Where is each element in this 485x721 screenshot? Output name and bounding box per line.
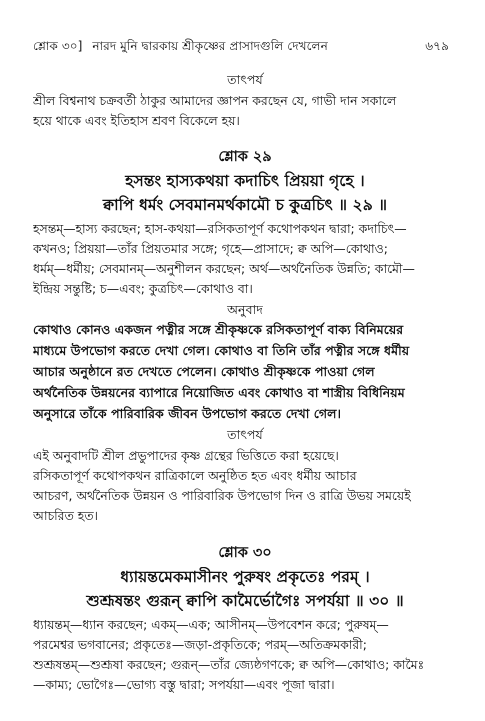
purport-line: এই অনুবাদটি শ্রীল প্রভুপাদের কৃষ্ণ গ্রন্থের ভিত্তিতে করা হয়েছে।: [33, 448, 339, 463]
synonym-line: পরমেশ্বর ভগবানের; প্রকৃতেঃ—জড়া-প্রকৃতিকে; পরম্—অতিক্রমকারী;: [33, 637, 367, 652]
purport-line: হয়ে থাকে এবং ইতিহাস শ্রবণ বিকেলে হয়।: [33, 113, 240, 128]
purport-line: শ্রীল বিশ্বনাথ চক্রবর্তী ঠাকুর আমাদের জ্ঞাপন করছেন যে, গাভী দান সকালে: [33, 93, 397, 108]
synonym-line: শুশ্রূষন্তম্—শুশ্রূষা করছেন; গুরূন্—তাঁর জ্যেষ্ঠগণকে; ক্ব অপি—কোথাও; কামৈঃ: [33, 657, 425, 672]
translation-line: অর্থনৈতিক উন্নয়নের ব্যাপারে নিয়োজিত এবং কোথাও বা শাস্ত্রীয় বিধিনিয়ম: [33, 385, 405, 400]
verse-line: শুশ্রূষন্তং গুরূন্ ক্বাপি কামৈর্ভোগৈঃ সপর্যয়া ॥ ৩০ ॥: [86, 592, 404, 610]
synonym-line: কখনও; প্রিয়য়া—তাঁর প্রিয়তমার সঙ্গে; গৃহে—প্রাসাদে; ক্ব অপি—কোথাও;: [33, 241, 388, 256]
page-header: [33, 38, 457, 54]
verse-heading: শ্লোক ৩০: [218, 545, 272, 561]
purport-line: রসিকতাপূর্ণ কথোপকথন রাত্রিকালে অনুষ্ঠিত হত এবং ধর্মীয় আচার: [33, 468, 357, 483]
synonym-line: ইন্দ্রিয় সন্তুষ্টি; চ—এবং; কুত্রচিৎ—কোথাও বা।: [33, 281, 253, 296]
synonym-line: ধ্যায়ন্তম্—ধ্যান করছেন; একম্—এক; আসীনম্—উপবেশন করে; পুরুষম্—: [33, 617, 389, 632]
header-chapter-title: নারদ মুনি দ্বারকায় শ্রীকৃষ্ণের প্রাসাদগুলি দেখলেন: [92, 39, 328, 53]
purport-line: আচরিত হত।: [33, 508, 98, 523]
purport-heading: তাৎপর্য: [227, 72, 263, 87]
synonym-line: হসন্তম্—হাস্য করছেন; হাস-কথয়া—রসিকতাপূর্ণ কথোপকথন দ্বারা; কদাচিৎ—: [33, 221, 407, 236]
purport-line: আচরণ, অর্থনৈতিক উন্নয়ন ও পারিবারিক উপভোগ দিন ও রাত্রি উভয় সময়েই: [33, 488, 411, 503]
header-verse-ref: শ্লোক ৩০]: [33, 39, 83, 53]
synonym-line: ধর্মম্—ধর্মীয়; সেবমানম্—অনুশীলন করছেন; অর্থ—অর্থনৈতিক উন্নতি; কামৌ—: [33, 261, 415, 276]
translation-line: অনুসারে তাঁকে পারিবারিক জীবন উপভোগ করতে দেখা গেল।: [33, 406, 342, 421]
translation-line: আচার অনুষ্ঠানে রত দেখতে পেলেন। কোথাও শ্রীকৃষ্ণকে পাওয়া গেল: [33, 364, 375, 379]
verse-line: ক্বাপি ধর্মং সেবমানমর্থকামৌ চ কুত্রচিৎ ॥ ২৯ ॥: [102, 196, 388, 214]
page-number: ৬৭৯: [425, 39, 449, 53]
purport-heading: তাৎপর্য: [227, 427, 263, 442]
translation-line: কোথাও কোনও একজন পত্নীর সঙ্গে শ্রীকৃষ্ণকে রসিকতাপূর্ণ বাক্য বিনিময়ের: [33, 322, 404, 337]
translation-line: মাধ্যমে উপভোগ করতে দেখা গেল। কোথাও বা তিনি তাঁর পত্নীর সঙ্গে ধর্মীয়: [33, 343, 410, 358]
verse-line: হসন্তং হাস্যকথয়া কদাচিৎ প্রিয়য়া গৃহে ।: [125, 172, 365, 190]
verse-heading: শ্লোক ২৯: [218, 149, 272, 165]
translation-heading: অনুবাদ: [227, 302, 263, 317]
synonym-line: —কাম্য; ভোগৈঃ—ভোগ্য বস্তু দ্বারা; সপর্যয়া—এবং পূজা দ্বারা।: [33, 677, 335, 692]
verse-line: ধ্যায়ন্তমেকমাসীনং পুরুষং প্রকৃতেঃ পরম্ ।: [120, 568, 370, 586]
